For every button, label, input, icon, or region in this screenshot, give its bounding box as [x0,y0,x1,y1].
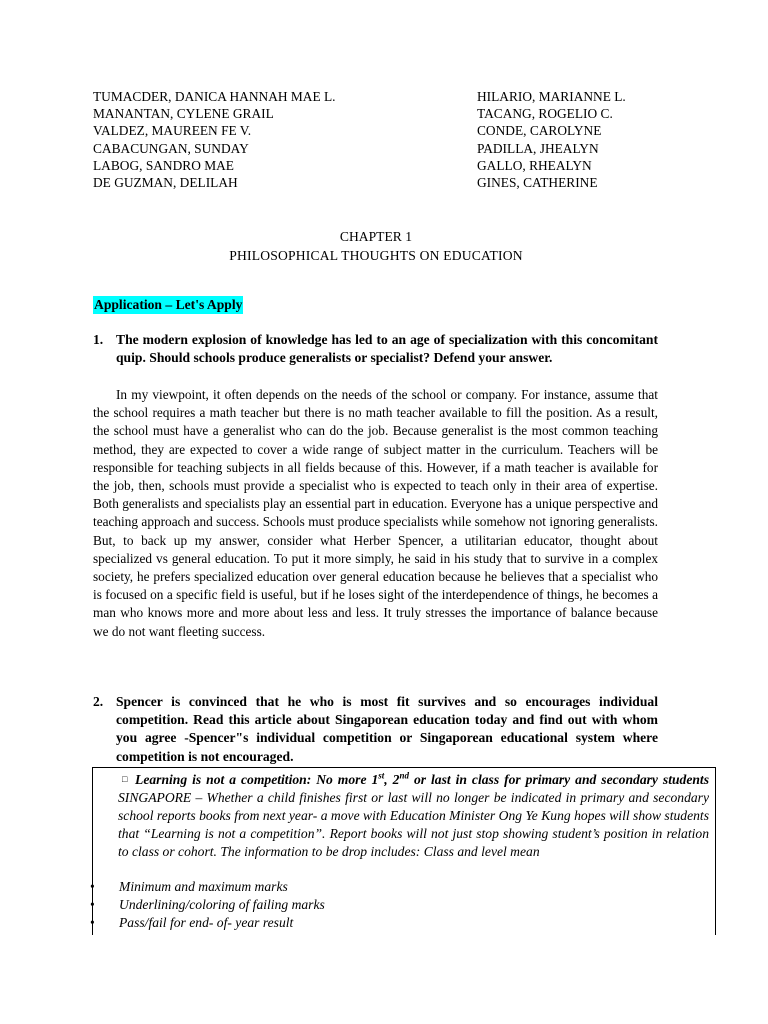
author-row [0,105,768,122]
question-text: The modern explosion of knowledge has led to an age of specialization with this concomitant quip. Should schools produce generalists or specialist? Defend your answer. [116,332,658,366]
bullet-text: Underlining/coloring of failing marks [119,897,325,912]
bullet-dot: • [90,897,95,912]
author-row [0,122,768,139]
question-1 [93,331,658,367]
ordinal-suffix: st [378,770,385,781]
author-name: GINES, CATHERINE [477,174,598,190]
bullet-item [90,896,713,914]
bullet-item [90,878,713,896]
ordinal-suffix: nd [399,770,409,781]
author-list [0,88,768,191]
author-name: TUMACDER, DANICA HANNAH MAE L. [93,89,336,104]
answer-text: In my viewpoint, it often depends on the needs of the school or company. For instance, assume that the school requires a math teacher but there is no math teacher available to fill the position. As a result, the school must have a generalist who can do the job. Because generalist is the most common teaching method, they are expected to cover a wide range of subject matter in the curriculum. Teachers will be responsible for teaching subjects in all fields because of this. However, if a math teacher is available for the job, then, schools must provide a specialist who is expected to teach only in their area of expertise. Both generalists and specialists play an essential part in education. Everyone has a unique perspective and teaching approach and success. Schools must produce specialists while somehow not ignoring generalists. But, to back up my answer, consider what Herber Spencer, a utilitarian educator, thought about specialized vs general education. To put it more simply, he said in his study that to survive in a complex society, he prefers specialized education over general education because he believes that a specialist who is focused on a specific field is useful, but if he loses sight of the interdependence of things, he becomes a man who knows more and more about less and less. It truly stresses the importance of balance because we do not want fleeting success. [93,387,658,639]
author-name: DE GUZMAN, DELILAH [93,174,238,190]
author-row [0,88,768,105]
chapter-number: CHAPTER 1 [339,229,413,244]
author-name: CONDE, CAROLYNE [477,123,602,139]
bullet-dot: • [90,879,95,894]
author-name: MANANTAN, CYLENE GRAIL [93,106,274,122]
bullet-item [90,914,713,932]
section-label: Application – Let's Apply [93,296,243,314]
author-name: PADILLA, JHEALYN [477,140,599,156]
headline-part: Learning is not a competition: No more 1 [135,772,379,787]
bullet-dot: • [90,915,95,930]
author-name: GALLO, RHEALYN [477,157,592,173]
chapter-title: PHILOSOPHICAL THOUGHTS ON EDUCATION [229,248,523,263]
question-number: 2. [93,694,104,709]
author-name: CABACUNGAN, SUNDAY [93,140,249,156]
bullet-text: Pass/fail for end- of- year result [119,915,294,930]
author-name: TACANG, ROGELIO C. [477,106,613,122]
article-text [118,770,709,861]
article-body: SINGAPORE – Whether a child finishes first or last will no longer be indicated in primary and secondary school reports books from next year- a move with Education Minister Ong Ye Kung hopes will show students that “Learning is not a competition”. Report books will not just stop showing student’s position in relation to class or cohort. The information to be drop includes: Class and level mean [118,790,709,859]
author-row [0,157,768,174]
author-row [0,174,768,191]
author-name: VALDEZ, MAUREEN FE V. [93,123,252,139]
bullet-text: Minimum and maximum marks [119,879,288,894]
author-row [0,140,768,157]
checkbox-glyph: □ [122,774,130,784]
author-name: LABOG, SANDRO MAE [93,157,234,173]
question-2 [93,693,658,766]
article-box [92,767,716,935]
author-name: HILARIO, MARIANNE L. [477,89,626,104]
headline-part: , 2 [384,772,400,787]
question-number: 1. [93,332,104,347]
article-headline [135,772,709,787]
answer-1 [93,386,658,641]
headline-part: or last in class for primary and secondary students [408,772,709,787]
question-text: Spencer is convinced that he who is most fit survives and so encourages individual competition. Read this article about Singaporean education today and find out with whom you agree -Spencer"s individual competition or Singaporean educational system where competition is not encouraged. [116,694,658,764]
